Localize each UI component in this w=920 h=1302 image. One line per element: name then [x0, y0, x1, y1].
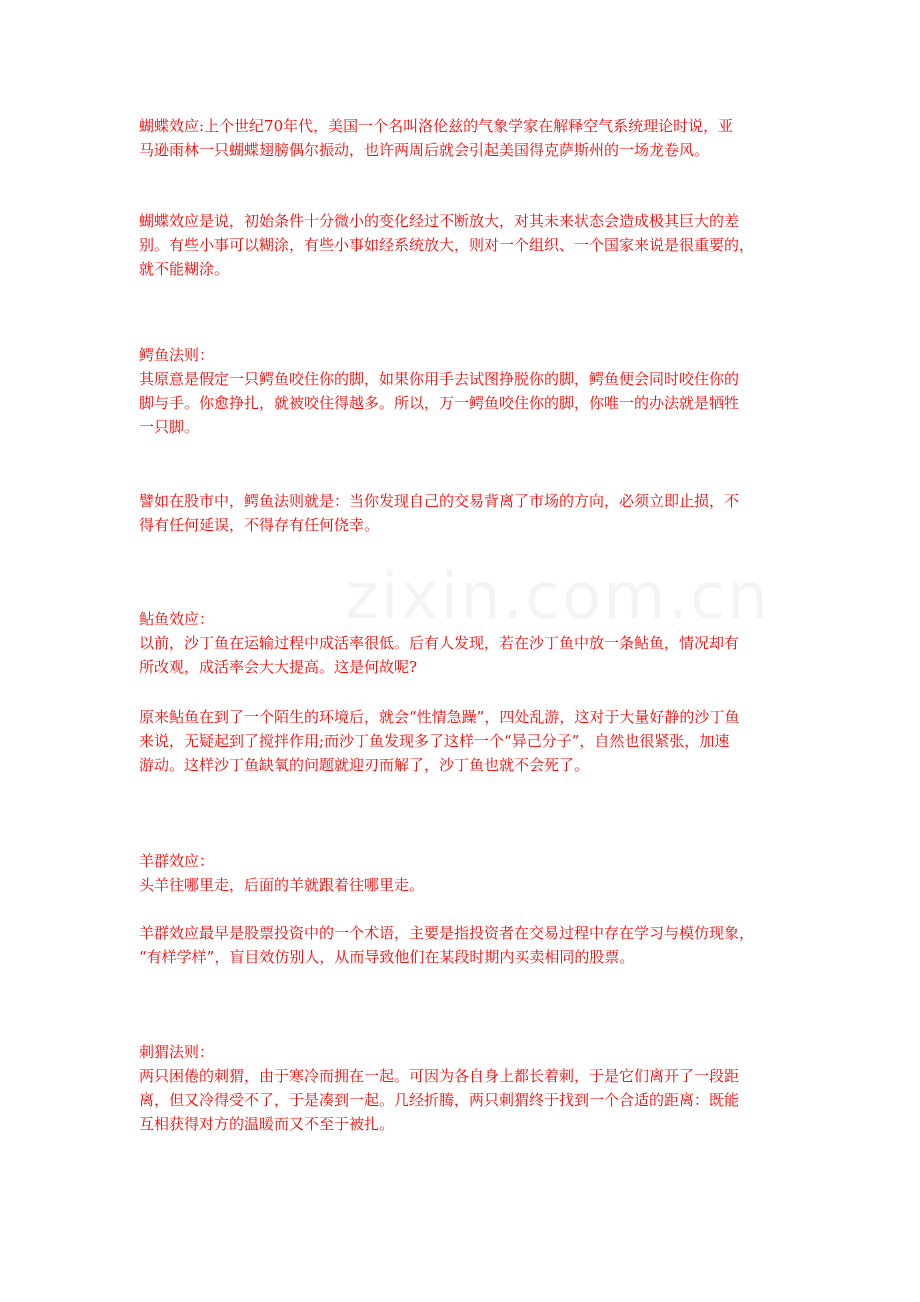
butterfly-paragraph-1 — [139, 114, 787, 162]
text-line: 互相获得对方的温暖而又不至于被扎。 — [139, 1115, 395, 1133]
text-line: 离，但又冷得受不了，于是凑到一起。几经折腾，两只刺猬终于找到一个合适的距离：既能 — [139, 1091, 740, 1109]
text-line: 头羊往哪里走，后面的羊就跟着往哪里走。 — [139, 876, 425, 894]
text-line: “有样学样”，盲目效仿别人，从而导致他们在某段时期内买卖相同的股票。 — [139, 948, 635, 966]
text-line: 以前，沙丁鱼在运输过程中成活率很低。后有人发现，若在沙丁鱼中放一条鲇鱼，情况却有 — [139, 634, 740, 652]
text-line: 蝴蝶效应:上个世纪70年代，美国一个名叫洛伦兹的气象学家在解释空气系统理论时说，亚 — [139, 117, 734, 135]
crocodile-paragraph-2 — [139, 489, 787, 537]
text-line: 蝴蝶效应是说，初始条件十分微小的变化经过不断放大，对其未来状态会造成极其巨大的差 — [139, 212, 740, 230]
text-line: 得有任何延误，不得存有任何侥幸。 — [139, 516, 380, 534]
text-line: 所改观，成活率会大大提高。这是何故呢? — [139, 658, 418, 676]
butterfly-paragraph-2 — [139, 209, 787, 281]
text-line: 马逊雨林一只蝴蝶翅膀偶尔振动，也许两周后就会引起美国得克萨斯州的一场龙卷风。 — [139, 141, 710, 159]
text-line: 就不能糊涂。 — [139, 260, 230, 278]
catfish-paragraph-1 — [139, 607, 787, 679]
text-line: 游动。这样沙丁鱼缺氧的问题就迎刃而解了，沙丁鱼也就不会死了。 — [139, 756, 590, 774]
text-line: 其原意是假定一只鳄鱼咬住你的脚，如果你用手去试图挣脱你的脚，鳄鱼便会同时咬住你的 — [139, 370, 740, 388]
text-line: 一只脚。 — [139, 418, 200, 436]
hedgehog-paragraph-1 — [139, 1040, 787, 1136]
text-line: 别。有些小事可以糊涂，有些小事如经系统放大，则对一个组织、一个国家来说是很重要的， — [139, 236, 755, 254]
text-line: 譬如在股市中，鳄鱼法则就是：当你发现自己的交易背离了市场的方向，必须立即止损，不 — [139, 492, 740, 510]
text-line: 羊群效应最早是股票投资中的一个术语，主要是指投资者在交易过程中存在学习与模仿现象， — [139, 924, 755, 942]
section-heading: 鳄鱼法则： — [139, 346, 215, 364]
text-line: 脚与手。你愈挣扎，就被咬住得越多。所以，万一鳄鱼咬住你的脚，你唯一的办法就是牺牲 — [139, 394, 740, 412]
text-line: 来说，无疑起到了搅拌作用;而沙丁鱼发现多了这样一个“异己分子”，自然也很紧张，加速 — [139, 732, 730, 750]
section-heading: 刺猬法则： — [139, 1043, 215, 1061]
sheep-paragraph-2 — [139, 921, 787, 969]
section-heading: 鲇鱼效应： — [139, 610, 215, 628]
sheep-paragraph-1 — [139, 849, 787, 897]
text-line: 两只困倦的刺猬，由于寒冷而拥在一起。可因为各自身上都长着刺，于是它们离开了一段距 — [139, 1067, 740, 1085]
text-line: 原来鲇鱼在到了一个陌生的环境后，就会“性情急躁”，四处乱游，这对于大量好静的沙丁鱼 — [139, 708, 740, 726]
catfish-paragraph-2 — [139, 705, 787, 777]
crocodile-paragraph-1 — [139, 343, 787, 439]
section-heading: 羊群效应： — [139, 852, 215, 870]
